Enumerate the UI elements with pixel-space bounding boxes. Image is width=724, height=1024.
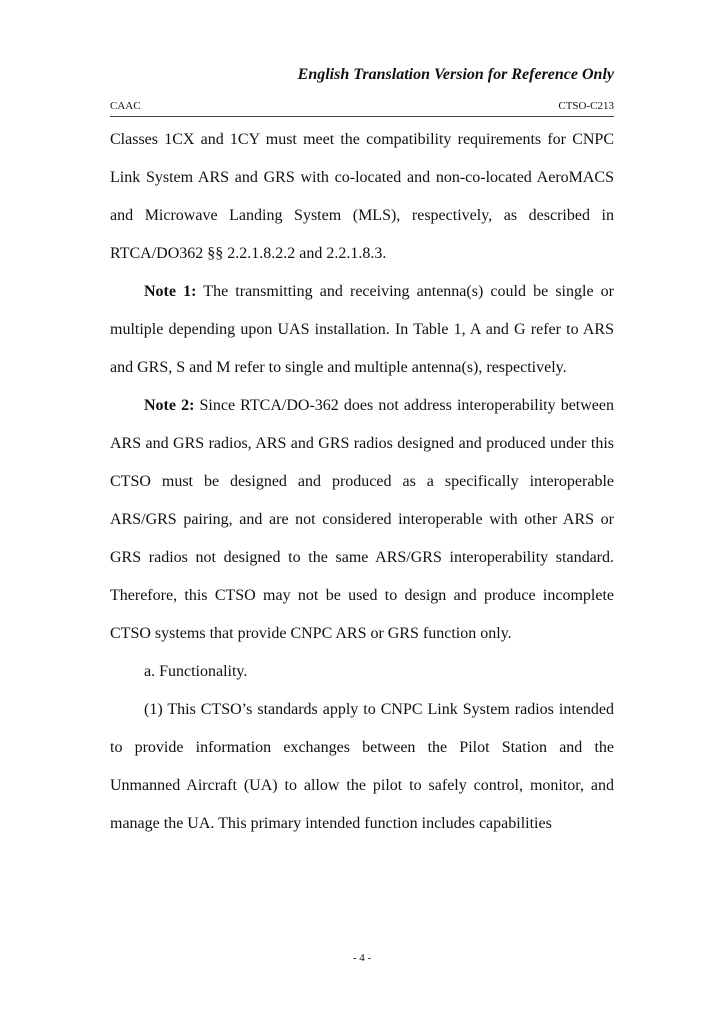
translation-banner: English Translation Version for Reference Only bbox=[297, 66, 614, 83]
note-2-text: Since RTCA/DO-362 does not address interoperability between ARS and GRS radios, ARS and GRS radios designed and produced under this CTSO must be designed and produced as a specifically interoperable ARS/GRS pairing, and are not considered interoperable with other ARS or GRS radios not designed to the same ARS/GRS interoperability standard. Therefore, this CTSO may not be used to design and produce incomplete CTSO systems that provide CNPC ARS or GRS function only. bbox=[110, 397, 614, 642]
paragraph-note-1 bbox=[110, 273, 614, 387]
document-body bbox=[110, 121, 614, 843]
note-2-label: Note 2: bbox=[144, 397, 195, 414]
running-header bbox=[110, 98, 614, 117]
paragraph-note-2 bbox=[110, 387, 614, 653]
paragraph-item-1: (1) This CTSO’s standards apply to CNPC Link System radios intended to provide information exchanges between the Pilot Station and the Unmanned Aircraft (UA) to allow the pilot to safely control, monitor, and manage the UA. This primary intended function includes capabilities bbox=[110, 701, 614, 832]
header-left-caac: CAAC bbox=[110, 100, 141, 112]
section-heading-functionality: a. Functionality. bbox=[144, 663, 248, 680]
note-1-text: The transmitting and receiving antenna(s) could be single or multiple depending upon UAS installation. In Table 1, A and G refer to ARS and GRS, S and M refer to single and multiple antenna(s), respectively. bbox=[110, 283, 615, 376]
page-number: - 4 - bbox=[352, 952, 372, 964]
note-1-label: Note 1: bbox=[144, 283, 197, 300]
paragraph-compatibility: Classes 1CX and 1CY must meet the compatibility requirements for CNPC Link System ARS and GRS with co-located and non-co-located AeroMACS and Microwave Landing System (MLS), respectively, as described in RTCA/DO362 §§ 2.2.1.8.2.2 and 2.2.1.8.3. bbox=[110, 131, 614, 262]
header-right-doc-id: CTSO-C213 bbox=[558, 100, 614, 112]
